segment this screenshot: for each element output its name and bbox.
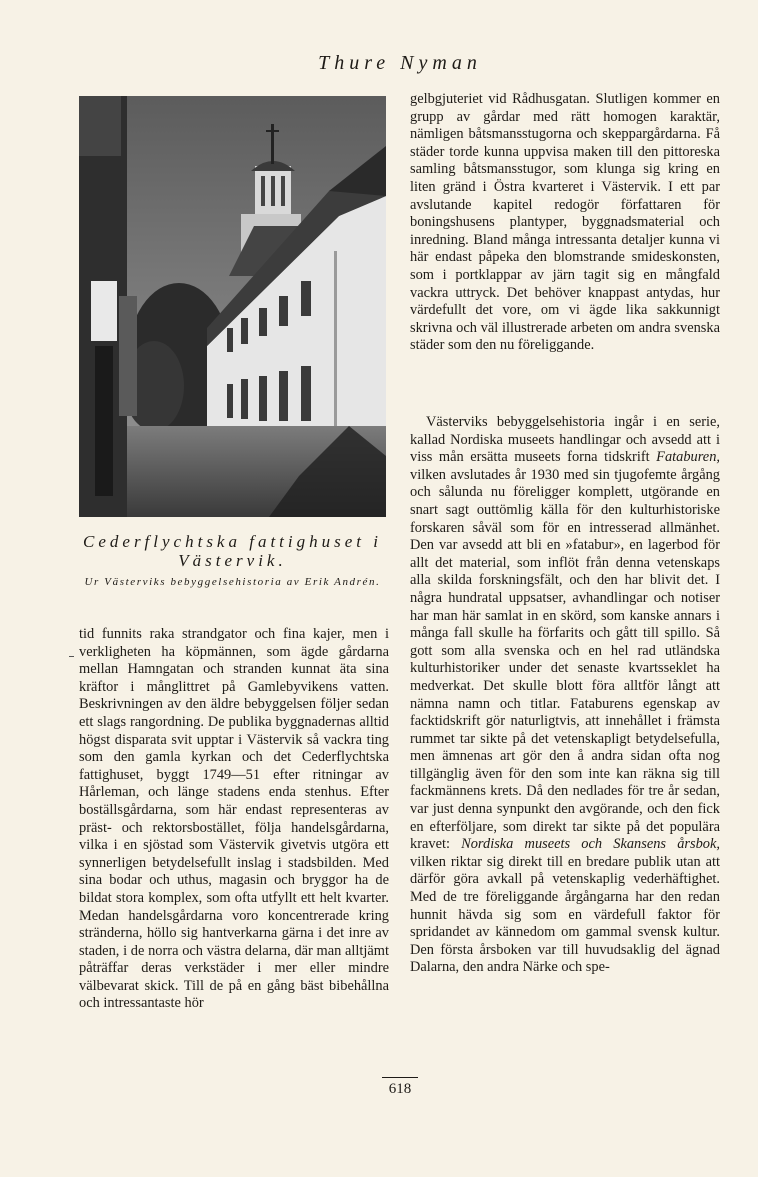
caption-credit: Ur Västerviks bebyggelsehistoria av Erik Andrén. [84,576,381,588]
italic-title: Fataburen, [656,449,720,466]
running-header: Thure Nyman [318,52,482,74]
figure-photograph [79,96,386,517]
figure-caption [75,532,390,589]
text-run: vilken riktar sig direkt till en bredare publik utan att därför göra avkall på vetenskaplig vederhäftighet. Med de tre föreliggande årgångarna har den redan hunnit hävda sig som en värdefull faktor för spridandet av kännedom om gammal svensk kultur. Den första årsboken var till huvudsaklig del ägnad Dalarna, den andra Närke och spe- [410,853,720,976]
right-text-column-top [410,91,720,355]
body-paragraph: gelbgjuteriet vid Rådhusgatan. Slutligen kommer en grupp av gårdar med rätt homogen karaktär, nämligen båtsmansstugorna och skeppargårdarna. Få städer torde kunna uppvisa maken till den pittoreska samling båtsmansstugor, som klunga sig kring en liten gränd i Östra kvarteret i Västervik. I ett par avslutande kapitel redogör författaren för boningshusens plantyper, byggnadsmaterial och inredning. Bland många intressanta detaljer kunna vi här endast påpeka den blomstrande smideskonsten, som i portklappar av järn tagit sig en mångfald vackra uttryck. Det behöver knappast antydas, hur värdefullt det vore, om vi ägde lika sakkunnigt skrivna och väl illustrerade arbeten om andra svenska städer som den nu föreliggande. [410,91,720,354]
body-paragraph [410,414,720,977]
body-paragraph: tid funnits raka strandgator och fina kajer, men i verkligheten ha köpmännen, som ägde gårdarna mellan Hamngatan och stranden kunnat äta sina kräftor i månglittret på Gamlebyvikens vatten. Beskrivningen av den äldre bebyggelsen följer sedan ett slags rangordning. De publika byggnadernas alltid högst disparata svit upptar i Västervik så vackra ting som den gamla kyrkan och det Cederflychtska fattighuset, byggt 1749—51 efter ritningar av Hårleman, och länge stadens enda stenhus. Efter boställsgårdarna, som här endast representeras av präst- och rektorsbostället, följa handelsgårdarna, vilka i en sjöstad som Västervik givetvis utgöra ett synnerligen betydelsefullt inslag i stadsbilden. Med sina bodar och uthus, magasin och bryggor ha de bildat stora komplex, som ofta utfyllt ett helt kvarter. Medan handelsgårdarna voro koncentrerade kring stränderna, höllo sig hantverkarna gärna i det inre av staden, i de norra och västra delarna, där man alltjämt påträffar deras verkstäder i mer eller mindre välbevarat skick. Till de på en gång bäst bibehållna och intressantaste hör [79,626,389,1012]
page-number-rule [382,1077,418,1078]
margin-mark [69,656,74,657]
text-run: vilken avslutades år 1930 med sin tjugofemte årgång och sålunda nu föreligger komplett, utgörande en snart sagt outtömlig källa för den kulturhistoriske forskaren såväl som för en intresserad allmänhet. Den var avsedd att bli en »fatabur», en lagerbod för allt det material, som inflöt från denna vetenskaps alla skilda forskningsfält, och den har blivit det. I några hundratal uppsatser, avhandlingar och notiser har man här samlat in en skörd, som kanske annars i många fall skulle ha förfarits och gått till spillo. Så gott som alla svenska och en hel rad utländska kulturhistoriker under det senaste kvartsseklet ha medverkat. Det skulle blott föra alltför långt att nämna namn och titlar. Fataburens egenskap av facktidskrift gör naturligtvis, att innehållet i främsta rummet tar sikte på det vetenskapligt betydelsefulla, men ämnenas art gör den å andra sidan ofta nog tillgänglig även för den som inte kan räkna sig till fackmännens krets. Då den nedlades för tre år sedan, var just denna synpunkt den avgörande, och den fick en efterföljare, som direkt tar sikte på det populära kravet: [410,466,720,853]
right-text-column-bottom [410,414,720,977]
caption-title: Cederflychtska fattighuset i Västervik. [83,532,382,570]
page-number: 618 [388,1081,412,1097]
italic-title: Nordiska museets och Skansens årsbok, [461,836,720,853]
text-run: Västerviks bebyggelsehistoria ingår i en serie, kallad Nordiska museets handlingar och avsedd att i viss mån ersätta museets forna tidskrift [410,414,720,466]
left-text-column [79,626,389,1013]
